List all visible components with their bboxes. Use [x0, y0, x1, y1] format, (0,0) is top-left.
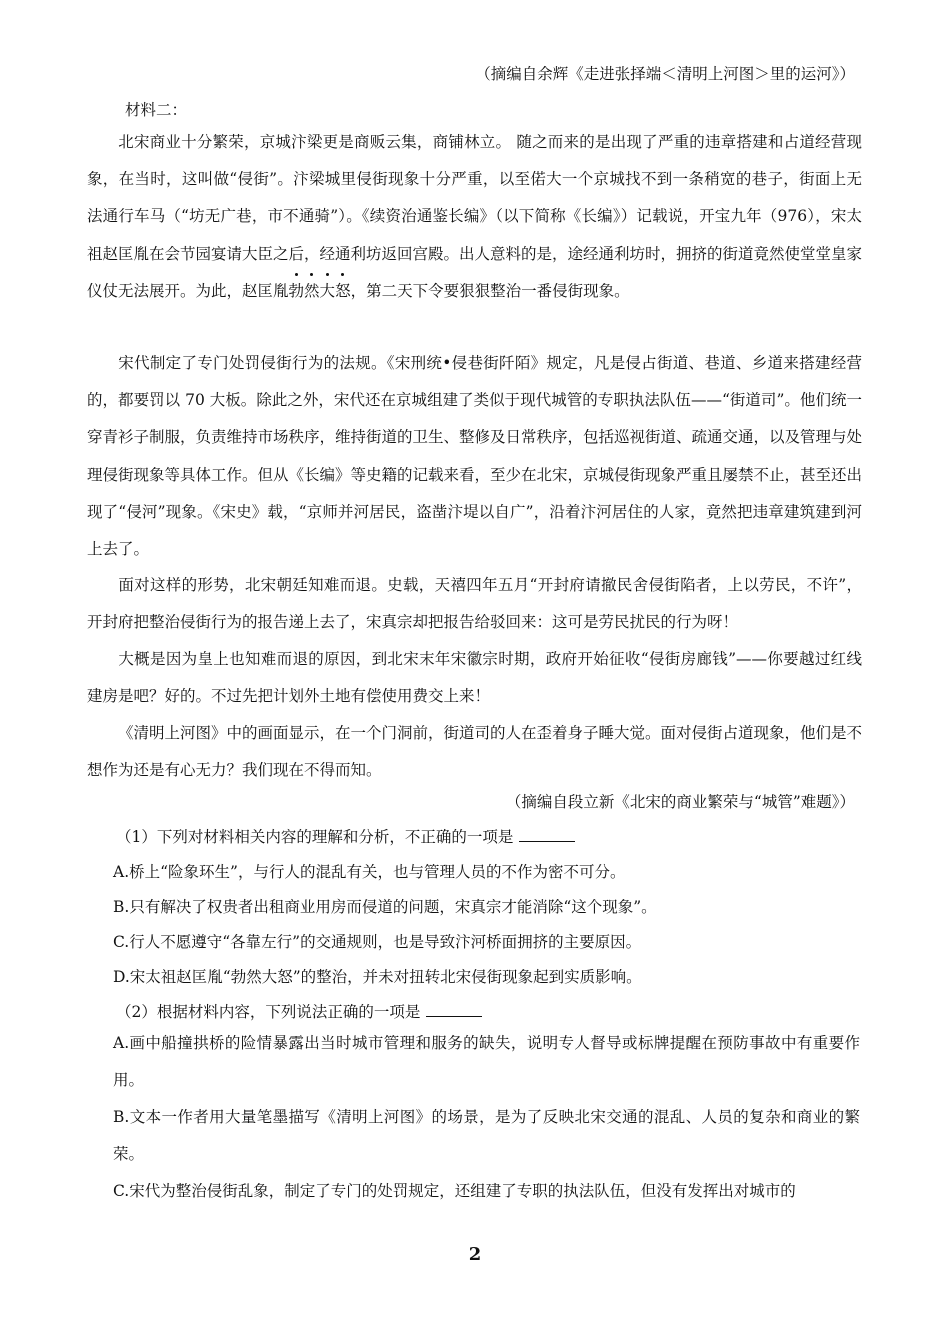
q1-option-d: D.宋太祖赵匡胤“勃然大怒”的整治，并未对扭转北宋侵街现象起到实质影响。 — [113, 968, 642, 986]
paragraph-5-text: 《清明上河图》中的画面显示，在一个门洞前，街道司的人在歪着身子睡大觉。面对侵街占道现象，他们是不想作为还是有心无力？我们现在不得而知。 — [87, 724, 863, 780]
paragraph-3-text: 面对这样的形势，北宋朝廷知难而退。史载，天禧四年五月“开封府请撤民舍侵街陷者，上以劳民，不许”，开封府把整治侵街行为的报告递上去了，宋真宗却把报告给驳回来：这可是劳民扰民的行为呀！ — [87, 576, 862, 632]
q2-option-c: C.宋代为整治侵街乱象，制定了专门的处罚规定，还组建了专职的执法队伍，但没有发挥出对城市的 — [113, 1182, 796, 1200]
emphasized-text — [289, 282, 351, 300]
paragraph-2 — [87, 345, 862, 568]
paragraph-4-text: 大概是因为皇上也知难而退的原因，到北宋末年宋徽宗时期，政府开始征收“侵街房廊钱”——你要越过红线建房是吧？好的。不过先把计划外土地有偿使用费交上来！ — [87, 650, 862, 706]
emphasized-char: 怒 — [335, 282, 351, 300]
answer-blank-2[interactable] — [426, 1002, 482, 1017]
source-citation-2: （摘编自段立新《北宋的商业繁荣与“城管”难题》） — [505, 793, 855, 811]
page-number: 2 — [468, 1244, 482, 1265]
material-2-label: 材料二： — [125, 101, 188, 119]
source-citation-1: （摘编自余辉《走进张择端＜清明上河图＞里的运河》） — [475, 65, 855, 83]
q2-option-b: B.文本一作者用大量笔墨描写《清明上河图》的场景，是为了反映北宋交通的混乱、人员的复杂和商业的繁荣。 — [113, 1108, 860, 1163]
q2-option-a: A.画中船撞拱桥的险情暴露出当时城市管理和服务的缺失，说明专人督导或标牌提醒在预防事故中有重要作用。 — [113, 1034, 860, 1089]
paragraph-1 — [87, 124, 862, 310]
question-1-text: （1）下列对材料相关内容的理解和分析，不正确的一项是 — [116, 828, 514, 846]
emphasis-dot — [326, 273, 329, 276]
paragraph-1-text-a: 北宋商业十分繁荣，京城汴梁更是商贩云集，商铺林立。 随之而来的是出现了严重的违章搭建和占道经营现象，在当时，这叫做“侵街”。汴梁城里侵街现象十分严重，以至偌大一个京城找不到一条稍宽的巷子，街面上无法通行车马（“坊无广巷，市不通骑”）。《续资治通鉴长编》（以下简称《长编》）记载说，开宝九年（976），宋太祖赵匡胤在会节园宴请大臣之后，经通利坊返回宫殿。出人意料的是，途经通利坊时，拥挤的街道竟然使堂堂皇家仪仗无法展开。为此，赵匡胤 — [87, 133, 863, 300]
paragraph-1-text-b: ，第二天下令要狠狠整治一番侵街现象。 — [350, 281, 630, 300]
q1-option-b: B.只有解决了权贵者出租商业用房而侵道的问题，宋真宗才能消除“这个现象”。 — [113, 898, 657, 916]
answer-blank-1[interactable] — [519, 827, 575, 842]
question-2-text: （2）根据材料内容，下列说法正确的一项是 — [116, 1003, 421, 1021]
emphasized-char: 然 — [304, 282, 320, 300]
question-2 — [116, 1002, 482, 1022]
emphasis-dot — [310, 273, 313, 276]
paragraph-5 — [87, 715, 862, 789]
paragraph-2-text: 宋代制定了专门处罚侵街行为的法规。《宋刑统•侵巷街阡陌》规定，凡是侵占街道、巷道、乡道来搭建经营的，都要罚以 70 大板。除此之外，宋代还在京城组建了类似于现代城管的专职执法队伍——“街道司”。他们统一穿青衫子制服，负责维持市场秩序，维持街道的卫生、整修及日常秩序，包括巡视街道、疏通交通，以及管理与处理侵街现象等具体工作。但从《长编》等史籍的记载来看，至少在北宋，京城侵街现象严重且屡禁不止，甚至还出现了“侵河”现象。《宋史》载，“京师并河居民，盗凿汴堤以自广”，沿着汴河居住的人家，竟然把违章建筑建到河上去了。 — [87, 354, 863, 559]
q1-option-a: A.桥上“险象环生”，与行人的混乱有关，也与管理人员的不作为密不可分。 — [113, 863, 626, 881]
emphasized-phrase — [289, 282, 351, 300]
emphasis-dot — [341, 273, 344, 276]
question-1 — [116, 827, 575, 847]
emphasis-dot — [295, 273, 298, 276]
emphasized-char: 大 — [320, 282, 336, 300]
q1-option-c: C.行人不愿遵守“各靠左行”的交通规则，也是导致汴河桥面拥挤的主要原因。 — [113, 933, 642, 951]
paragraph-3 — [87, 567, 862, 641]
paragraph-4 — [87, 641, 862, 715]
emphasized-char: 勃 — [289, 282, 305, 300]
